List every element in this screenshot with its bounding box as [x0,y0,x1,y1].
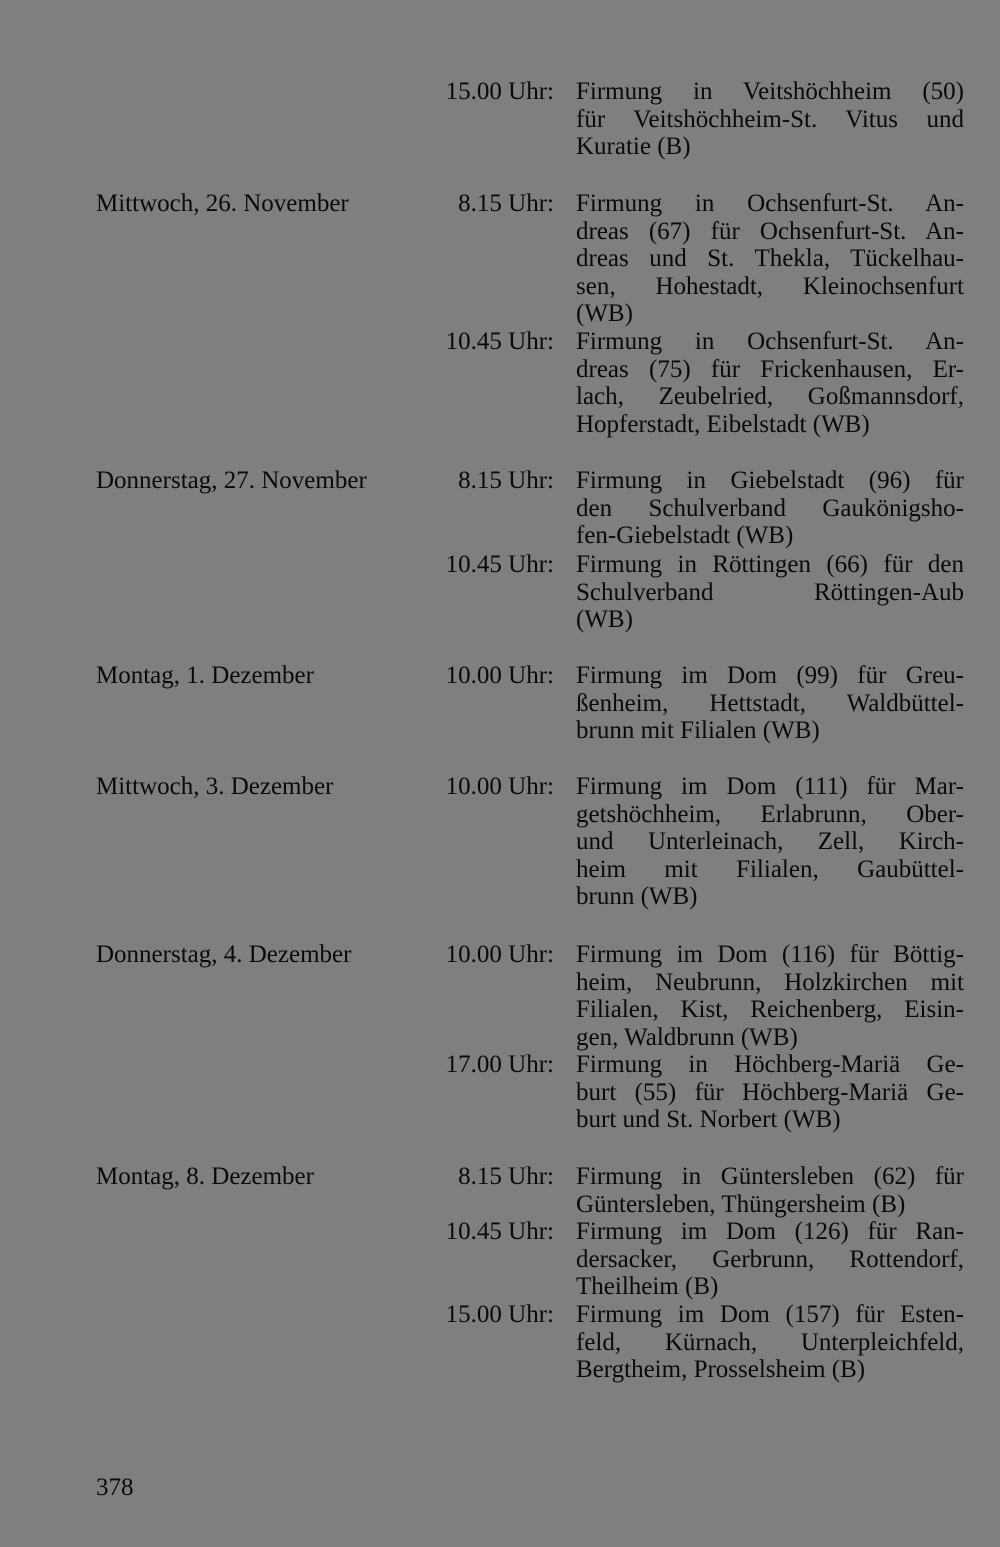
description-line: Firmung im Dom (126) für Ran- [576,1218,964,1245]
description-line: burt und St. Norbert (WB) [576,1106,841,1134]
entry-description [576,662,964,745]
description-line: Firmung im Dom (116) für Böttig- [576,941,964,968]
entry-time: 10.45 Uhr: [445,551,554,578]
entry-description [576,190,964,328]
entry-description [576,941,964,1051]
description-line: Filialen, Kist, Reichenberg, Eisin- [576,996,964,1024]
entry-description [576,78,964,161]
description-line: dreas (75) für Frickenhausen, Er- [576,355,964,383]
description-line: feld, Kürnach, Unterpleichfeld, [576,1328,964,1356]
entry-description [576,1163,964,1218]
entry-time: 10.45 Uhr: [445,1218,554,1245]
description-line: Kuratie (B) [576,133,691,161]
entry-time: 8.15 Uhr: [458,190,554,217]
entry-time: 10.00 Uhr: [445,773,554,800]
entry-description [576,328,964,438]
description-line: Hopferstadt, Eibelstadt (WB) [576,410,870,438]
description-line: Schulverband Röttingen-Aub [576,578,964,606]
description-line: Bergtheim, Prosselsheim (B) [576,1356,866,1384]
entry-description [576,773,964,911]
entry-day: Montag, 8. Dezember [96,1163,314,1190]
description-line: Güntersleben, Thüngersheim (B) [576,1190,906,1218]
entry-description [576,1218,964,1301]
entry-time: 10.00 Uhr: [445,662,554,689]
description-line: dersacker, Gerbrunn, Rottendorf, [576,1245,964,1273]
entry-day: Mittwoch, 3. Dezember [96,773,334,800]
description-line: Firmung in Höchberg-Mariä Ge- [576,1051,964,1078]
entry-time: 17.00 Uhr: [445,1051,554,1078]
entry-time: 8.15 Uhr: [458,467,554,494]
description-line: dreas (67) für Ochsenfurt-St. An- [576,217,964,245]
description-line: getshöchheim, Erlabrunn, Ober- [576,800,964,828]
description-line: heim mit Filialen, Gaubüttel- [576,855,964,883]
description-line: Firmung im Dom (111) für Mar- [576,773,964,800]
description-line: gen, Waldbrunn (WB) [576,1023,798,1051]
entry-day: Donnerstag, 27. November [96,467,367,494]
description-line: heim, Neubrunn, Holzkirchen mit [576,968,964,996]
entry-day: Montag, 1. Dezember [96,662,314,689]
entry-description [576,467,964,550]
description-line: Firmung in Giebelstadt (96) für [576,467,964,494]
description-line: Theilheim (B) [576,1273,719,1301]
entry-time: 8.15 Uhr: [458,1163,554,1190]
description-line: sen, Hohestadt, Kleinochsenfurt [576,272,964,300]
entry-description [576,1301,964,1384]
entry-time: 10.00 Uhr: [445,941,554,968]
description-line: brunn (WB) [576,883,698,911]
description-line: Firmung in Röttingen (66) für den [576,551,964,578]
description-line: für Veitshöchheim-St. Vitus und [576,105,964,133]
entry-day: Mittwoch, 26. November [96,190,349,217]
entry-description [576,551,964,634]
entry-time: 10.45 Uhr: [445,328,554,355]
description-line: (WB) [576,300,633,328]
description-line: dreas und St. Thekla, Tückelhau- [576,245,964,273]
description-line: fen-Giebelstadt (WB) [576,522,794,550]
entry-day: Donnerstag, 4. Dezember [96,941,352,968]
description-line: brunn mit Filialen (WB) [576,717,820,745]
page-number: 378 [96,1474,134,1501]
entry-time: 15.00 Uhr: [445,78,554,105]
description-line: den Schulverband Gaukönigsho- [576,494,964,522]
description-line: Firmung in Ochsenfurt-St. An- [576,328,964,355]
entry-time: 15.00 Uhr: [445,1301,554,1328]
description-line: Firmung im Dom (99) für Greu- [576,662,964,689]
description-line: lach, Zeubelried, Goßmannsdorf, [576,383,964,411]
entry-description [576,1051,964,1134]
description-line: und Unterleinach, Zell, Kirch- [576,828,964,856]
description-line: Firmung in Güntersleben (62) für [576,1163,964,1190]
description-line: ßenheim, Hettstadt, Waldbüttel- [576,689,964,717]
description-line: Firmung im Dom (157) für Esten- [576,1301,964,1328]
description-line: burt (55) für Höchberg-Mariä Ge- [576,1078,964,1106]
description-line: Firmung in Veitshöchheim (50) [576,78,964,105]
description-line: (WB) [576,606,633,634]
description-line: Firmung in Ochsenfurt-St. An- [576,190,964,217]
